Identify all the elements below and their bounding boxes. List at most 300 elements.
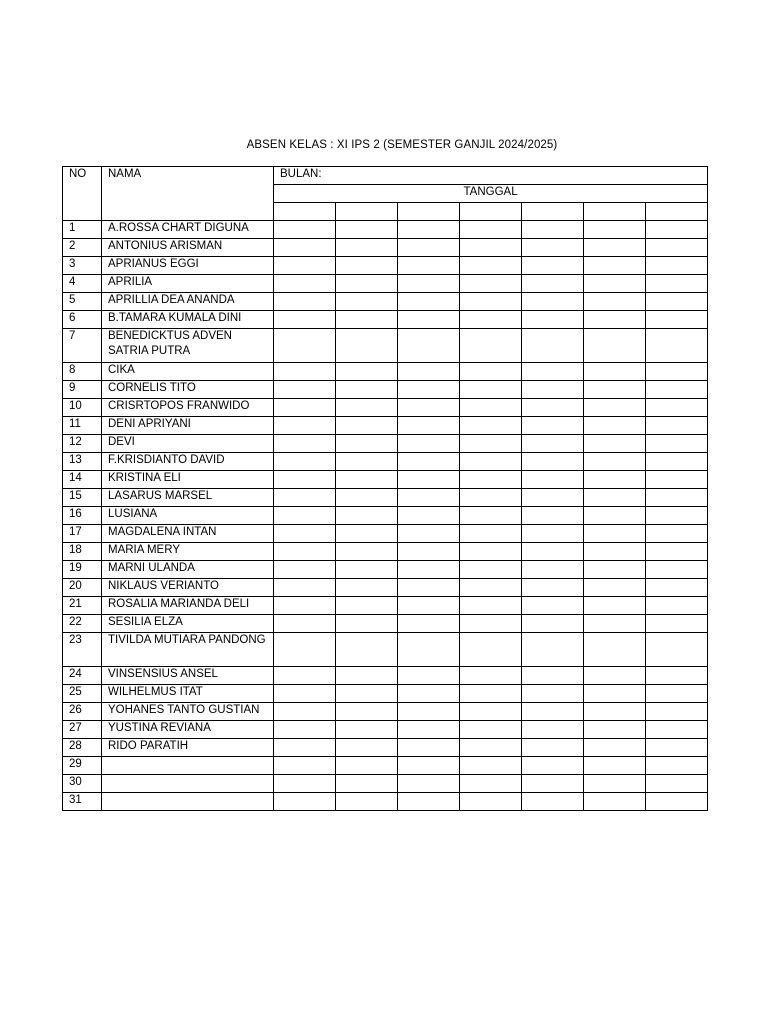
attendance-cell[interactable] [522,293,584,311]
attendance-cell[interactable] [522,525,584,543]
attendance-cell[interactable] [274,721,336,739]
attendance-cell[interactable] [336,329,398,363]
attendance-cell[interactable] [336,757,398,775]
attendance-cell[interactable] [522,221,584,239]
attendance-cell[interactable] [646,329,708,363]
attendance-cell[interactable] [398,275,460,293]
attendance-cell[interactable] [336,471,398,489]
row-number: 4 [63,275,102,293]
attendance-cell[interactable] [522,399,584,417]
attendance-cell[interactable] [522,633,584,667]
attendance-cell[interactable] [398,257,460,275]
attendance-cell[interactable] [336,275,398,293]
attendance-cell[interactable] [398,417,460,435]
attendance-cell[interactable] [522,363,584,381]
table-row [63,703,708,721]
date-cell[interactable] [274,203,336,221]
student-name: MARIA MERY [102,543,274,561]
attendance-cell[interactable] [336,311,398,329]
attendance-cell[interactable] [398,721,460,739]
attendance-cell[interactable] [584,399,646,417]
attendance-cell[interactable] [398,363,460,381]
attendance-cell[interactable] [584,525,646,543]
table-row [63,579,708,597]
row-number: 20 [63,579,102,597]
attendance-cell[interactable] [336,633,398,667]
attendance-cell[interactable] [522,435,584,453]
attendance-cell[interactable] [646,739,708,757]
student-name: APRIANUS EGGI [102,257,274,275]
attendance-cell[interactable] [336,685,398,703]
row-number: 8 [63,363,102,381]
attendance-cell[interactable] [522,721,584,739]
attendance-cell[interactable] [522,257,584,275]
attendance-cell[interactable] [274,757,336,775]
student-name: A.ROSSA CHART DIGUNA [102,221,274,239]
date-cell[interactable] [460,203,522,221]
attendance-cell[interactable] [522,597,584,615]
attendance-cell[interactable] [584,489,646,507]
row-number: 27 [63,721,102,739]
attendance-cell[interactable] [274,561,336,579]
table-row [63,381,708,399]
attendance-cell[interactable] [522,615,584,633]
attendance-cell[interactable] [274,311,336,329]
row-number: 15 [63,489,102,507]
attendance-cell[interactable] [336,597,398,615]
row-number: 5 [63,293,102,311]
attendance-cell[interactable] [646,381,708,399]
attendance-cell[interactable] [398,579,460,597]
attendance-cell[interactable] [584,597,646,615]
table-row [63,489,708,507]
date-cell[interactable] [646,203,708,221]
attendance-cell[interactable] [522,739,584,757]
attendance-cell[interactable] [274,543,336,561]
attendance-cell[interactable] [522,793,584,811]
row-number: 26 [63,703,102,721]
attendance-cell[interactable] [646,703,708,721]
table-row [63,257,708,275]
attendance-cell[interactable] [274,363,336,381]
attendance-cell[interactable] [398,633,460,667]
attendance-cell[interactable] [646,525,708,543]
attendance-cell[interactable] [646,275,708,293]
attendance-cell[interactable] [646,561,708,579]
attendance-cell[interactable] [522,507,584,525]
attendance-cell[interactable] [274,507,336,525]
row-number: 14 [63,471,102,489]
attendance-cell[interactable] [646,435,708,453]
table-row [63,597,708,615]
row-number: 13 [63,453,102,471]
attendance-cell[interactable] [646,667,708,685]
student-name: NIKLAUS VERIANTO [102,579,274,597]
attendance-cell[interactable] [398,667,460,685]
attendance-cell[interactable] [522,685,584,703]
student-name: DENI APRIYANI [102,417,274,435]
attendance-cell[interactable] [584,739,646,757]
attendance-cell[interactable] [274,399,336,417]
attendance-cell[interactable] [584,579,646,597]
row-number: 31 [63,793,102,811]
attendance-cell[interactable] [336,615,398,633]
attendance-cell[interactable] [646,489,708,507]
attendance-cell[interactable] [584,381,646,399]
attendance-cell[interactable] [398,525,460,543]
attendance-cell[interactable] [336,453,398,471]
attendance-cell[interactable] [646,399,708,417]
student-name: CIKA [102,363,274,381]
attendance-cell[interactable] [522,471,584,489]
attendance-cell[interactable] [336,399,398,417]
attendance-cell[interactable] [460,329,522,363]
attendance-cell[interactable] [336,507,398,525]
attendance-cell[interactable] [336,239,398,257]
attendance-cell[interactable] [584,757,646,775]
student-name: DEVI [102,435,274,453]
attendance-cell[interactable] [522,453,584,471]
student-name: VINSENSIUS ANSEL [102,667,274,685]
student-name: LASARUS MARSEL [102,489,274,507]
attendance-cell[interactable] [646,311,708,329]
attendance-cell[interactable] [274,615,336,633]
attendance-cell[interactable] [522,239,584,257]
attendance-cell[interactable] [460,633,522,667]
attendance-cell[interactable] [460,685,522,703]
attendance-cell[interactable] [274,257,336,275]
attendance-cell[interactable] [646,633,708,667]
student-name: SESILIA ELZA [102,615,274,633]
attendance-cell[interactable] [398,757,460,775]
attendance-cell[interactable] [522,311,584,329]
attendance-cell[interactable] [336,721,398,739]
student-name [102,793,274,811]
attendance-cell[interactable] [460,399,522,417]
table-row [63,399,708,417]
attendance-cell[interactable] [398,543,460,561]
attendance-cell[interactable] [460,363,522,381]
date-cell[interactable] [584,203,646,221]
attendance-cell[interactable] [336,489,398,507]
attendance-cell[interactable] [460,489,522,507]
attendance-cell[interactable] [460,435,522,453]
attendance-cell[interactable] [460,703,522,721]
student-name: WILHELMUS ITAT [102,685,274,703]
attendance-cell[interactable] [522,329,584,363]
attendance-cell[interactable] [584,311,646,329]
attendance-cell[interactable] [646,507,708,525]
attendance-cell[interactable] [646,453,708,471]
attendance-cell[interactable] [584,329,646,363]
attendance-cell[interactable] [584,507,646,525]
attendance-cell[interactable] [460,417,522,435]
attendance-cell[interactable] [274,417,336,435]
row-number: 25 [63,685,102,703]
attendance-cell[interactable] [274,633,336,667]
table-row [63,453,708,471]
table-row [63,721,708,739]
row-number: 18 [63,543,102,561]
table-row [63,561,708,579]
attendance-cell[interactable] [646,579,708,597]
attendance-cell[interactable] [398,471,460,489]
attendance-cell[interactable] [460,275,522,293]
attendance-cell[interactable] [584,703,646,721]
attendance-cell[interactable] [274,453,336,471]
attendance-cell[interactable] [398,739,460,757]
attendance-cell[interactable] [584,417,646,435]
attendance-cell[interactable] [460,507,522,525]
row-number: 3 [63,257,102,275]
attendance-cell[interactable] [584,453,646,471]
attendance-cell[interactable] [336,257,398,275]
attendance-table [62,166,708,811]
table-row [63,239,708,257]
attendance-cell[interactable] [460,721,522,739]
attendance-cell[interactable] [584,721,646,739]
attendance-cell[interactable] [584,615,646,633]
attendance-cell[interactable] [522,757,584,775]
attendance-table-body [63,167,708,811]
attendance-cell[interactable] [584,633,646,667]
attendance-cell[interactable] [274,793,336,811]
student-name: APRILLIA DEA ANANDA [102,293,274,311]
attendance-cell[interactable] [336,221,398,239]
attendance-cell[interactable] [398,435,460,453]
attendance-cell[interactable] [522,417,584,435]
attendance-cell[interactable] [398,507,460,525]
attendance-cell[interactable] [336,703,398,721]
page-title: ABSEN KELAS : XI IPS 2 (SEMESTER GANJIL 2024/2025) [246,139,558,151]
attendance-cell[interactable] [460,667,522,685]
attendance-cell[interactable] [460,257,522,275]
attendance-cell[interactable] [398,381,460,399]
table-row [63,525,708,543]
attendance-cell[interactable] [460,757,522,775]
attendance-cell[interactable] [584,561,646,579]
attendance-cell[interactable] [584,543,646,561]
header-bulan: BULAN: [274,167,708,185]
attendance-cell[interactable] [584,685,646,703]
student-name: KRISTINA ELI [102,471,274,489]
attendance-cell[interactable] [646,257,708,275]
attendance-cell[interactable] [646,615,708,633]
table-row [63,757,708,775]
attendance-cell[interactable] [646,685,708,703]
attendance-cell[interactable] [646,775,708,793]
attendance-cell[interactable] [646,543,708,561]
attendance-cell[interactable] [584,239,646,257]
attendance-cell[interactable] [584,667,646,685]
attendance-cell[interactable] [460,221,522,239]
attendance-cell[interactable] [336,579,398,597]
attendance-cell[interactable] [522,489,584,507]
attendance-cell[interactable] [336,417,398,435]
attendance-cell[interactable] [274,775,336,793]
attendance-cell[interactable] [522,543,584,561]
attendance-cell[interactable] [646,417,708,435]
attendance-cell[interactable] [584,293,646,311]
attendance-cell[interactable] [460,793,522,811]
attendance-cell[interactable] [460,597,522,615]
attendance-cell[interactable] [522,667,584,685]
attendance-cell[interactable] [274,221,336,239]
row-number: 1 [63,221,102,239]
student-name: BENEDICKTUS ADVEN SATRIA PUTRA [102,329,274,363]
attendance-cell[interactable] [336,435,398,453]
attendance-cell[interactable] [584,363,646,381]
attendance-cell[interactable] [646,597,708,615]
attendance-cell[interactable] [460,311,522,329]
attendance-cell[interactable] [336,739,398,757]
student-name [102,757,274,775]
table-row [63,775,708,793]
row-number: 9 [63,381,102,399]
attendance-cell[interactable] [274,435,336,453]
table-row [63,311,708,329]
attendance-cell[interactable] [522,579,584,597]
attendance-cell[interactable] [336,775,398,793]
attendance-cell[interactable] [274,703,336,721]
attendance-cell[interactable] [274,667,336,685]
table-row [63,633,708,667]
student-name: ANTONIUS ARISMAN [102,239,274,257]
attendance-cell[interactable] [460,615,522,633]
attendance-cell[interactable] [274,685,336,703]
attendance-cell[interactable] [584,275,646,293]
attendance-cell[interactable] [274,275,336,293]
table-row [63,739,708,757]
attendance-cell[interactable] [522,275,584,293]
attendance-cell[interactable] [584,775,646,793]
attendance-cell[interactable] [460,453,522,471]
student-name: RIDO PARATIH [102,739,274,757]
attendance-cell[interactable] [274,239,336,257]
row-number: 30 [63,775,102,793]
attendance-cell[interactable] [398,685,460,703]
attendance-cell[interactable] [460,471,522,489]
attendance-cell[interactable] [398,453,460,471]
attendance-cell[interactable] [584,257,646,275]
attendance-cell[interactable] [398,775,460,793]
attendance-cell[interactable] [646,793,708,811]
attendance-cell[interactable] [646,363,708,381]
table-row [63,543,708,561]
attendance-cell[interactable] [336,525,398,543]
attendance-cell[interactable] [460,739,522,757]
attendance-cell[interactable] [646,721,708,739]
attendance-cell[interactable] [584,793,646,811]
attendance-cell[interactable] [398,597,460,615]
attendance-cell[interactable] [460,561,522,579]
row-number: 7 [63,329,102,363]
attendance-cell[interactable] [646,221,708,239]
attendance-cell[interactable] [398,489,460,507]
attendance-cell[interactable] [646,471,708,489]
attendance-cell[interactable] [398,793,460,811]
attendance-cell[interactable] [336,561,398,579]
attendance-cell[interactable] [646,293,708,311]
row-number: 21 [63,597,102,615]
header-nama: NAMA [102,167,274,221]
attendance-cell[interactable] [274,489,336,507]
student-name: TIVILDA MUTIARA PANDONG [102,633,274,667]
student-name: APRILIA [102,275,274,293]
date-cell[interactable] [522,203,584,221]
attendance-cell[interactable] [398,311,460,329]
attendance-cell[interactable] [460,579,522,597]
attendance-cell[interactable] [460,239,522,257]
attendance-cell[interactable] [646,757,708,775]
attendance-cell[interactable] [398,703,460,721]
attendance-cell[interactable] [584,221,646,239]
header-row-bulan [63,167,708,185]
attendance-cell[interactable] [336,543,398,561]
table-row [63,667,708,685]
row-number: 2 [63,239,102,257]
attendance-cell[interactable] [460,381,522,399]
attendance-cell[interactable] [398,561,460,579]
attendance-cell[interactable] [398,293,460,311]
attendance-cell[interactable] [584,435,646,453]
attendance-cell[interactable] [398,329,460,363]
attendance-cell[interactable] [336,793,398,811]
attendance-cell[interactable] [274,597,336,615]
date-cell[interactable] [336,203,398,221]
attendance-cell[interactable] [274,381,336,399]
row-number: 12 [63,435,102,453]
row-number: 28 [63,739,102,757]
attendance-cell[interactable] [274,293,336,311]
table-row [63,507,708,525]
row-number: 22 [63,615,102,633]
attendance-cell[interactable] [336,363,398,381]
attendance-cell[interactable] [646,239,708,257]
attendance-cell[interactable] [460,293,522,311]
attendance-cell[interactable] [336,293,398,311]
row-number: 6 [63,311,102,329]
attendance-cell[interactable] [274,739,336,757]
header-no: NO [63,167,102,221]
attendance-cell[interactable] [522,561,584,579]
attendance-cell[interactable] [398,221,460,239]
attendance-cell[interactable] [336,381,398,399]
table-row [63,293,708,311]
attendance-cell[interactable] [398,239,460,257]
attendance-cell[interactable] [274,329,336,363]
attendance-cell[interactable] [274,579,336,597]
attendance-cell[interactable] [398,399,460,417]
attendance-cell[interactable] [398,615,460,633]
row-number: 19 [63,561,102,579]
attendance-cell[interactable] [460,775,522,793]
attendance-cell[interactable] [336,667,398,685]
date-cell[interactable] [398,203,460,221]
attendance-cell[interactable] [522,703,584,721]
attendance-cell[interactable] [274,471,336,489]
attendance-cell[interactable] [460,525,522,543]
student-name: MAGDALENA INTAN [102,525,274,543]
row-number: 23 [63,633,102,667]
student-name [102,775,274,793]
attendance-cell[interactable] [584,471,646,489]
attendance-cell[interactable] [522,381,584,399]
attendance-cell[interactable] [460,543,522,561]
attendance-cell[interactable] [522,775,584,793]
attendance-cell[interactable] [274,525,336,543]
row-number: 10 [63,399,102,417]
